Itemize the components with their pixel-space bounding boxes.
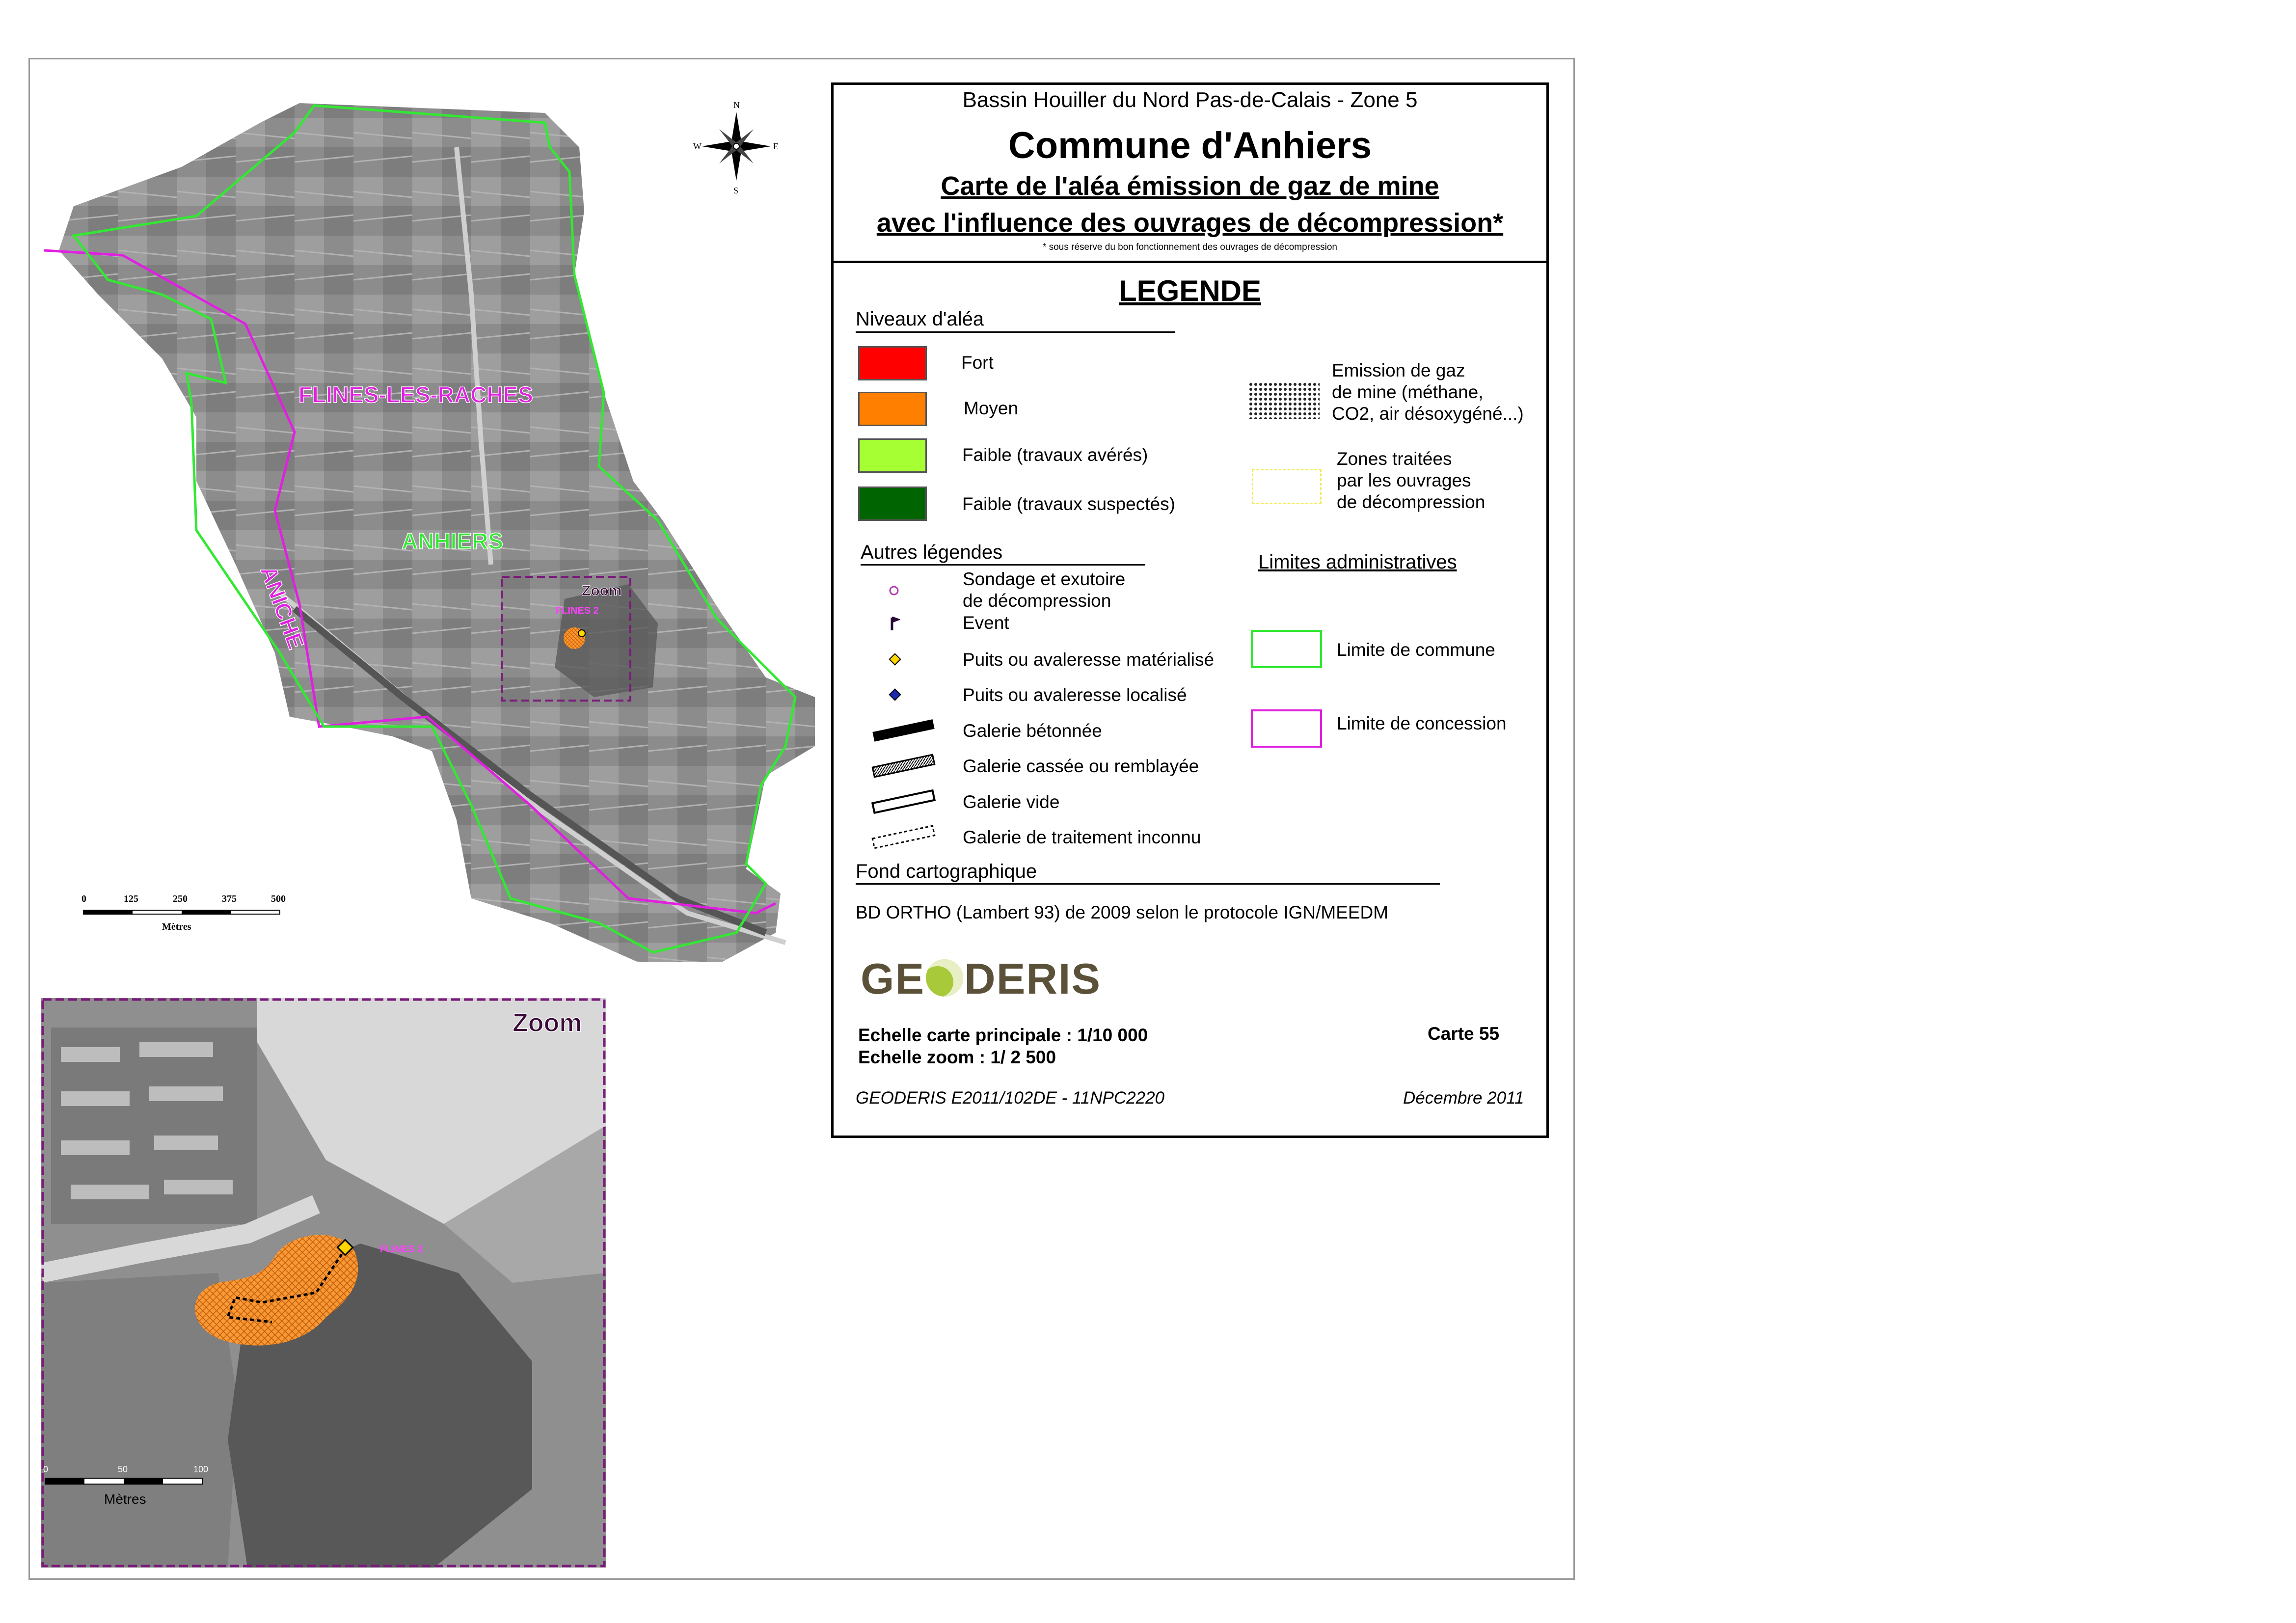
commune-title: Commune d'Anhiers bbox=[1008, 125, 1372, 166]
zoom-scale-tick-100: 100 bbox=[193, 1464, 209, 1474]
map-number: Carte 55 bbox=[1428, 1024, 1500, 1044]
compass-w: W bbox=[693, 141, 702, 151]
label-galerie-vide: Galerie vide bbox=[963, 792, 1060, 812]
other-heading-rule bbox=[861, 564, 1145, 566]
admin-heading: Limites administratives bbox=[1258, 551, 1457, 573]
treated-zones-label: Zones traitées par les ouvrages de décompression bbox=[1337, 449, 1486, 512]
swatch-faible-averes bbox=[858, 438, 927, 473]
zoom-map bbox=[41, 998, 606, 1568]
concession-limit-swatch bbox=[1251, 709, 1322, 748]
hazard-heading-rule bbox=[856, 331, 1175, 333]
well-label: FLINES 2 bbox=[380, 1244, 423, 1255]
hazard-heading: Niveaux d'aléa bbox=[856, 308, 984, 330]
subtitle: Bassin Houiller du Nord Pas-de-Calais - Zone 5 bbox=[962, 88, 1418, 112]
zoom-title: Zoom bbox=[513, 1009, 582, 1037]
scale-tick-375: 375 bbox=[222, 893, 237, 904]
puits-localise-icon bbox=[887, 686, 903, 703]
galerie-betonnee-icon bbox=[870, 716, 937, 745]
label-puits-localise: Puits ou avaleresse localisé bbox=[963, 685, 1187, 705]
scale-zoom: Echelle zoom : 1/ 2 500 bbox=[858, 1047, 1056, 1067]
label-moyen: Moyen bbox=[964, 398, 1019, 418]
label-galerie-inconnu: Galerie de traitement inconnu bbox=[963, 827, 1201, 847]
logo-text-left: GE bbox=[861, 954, 925, 1003]
scale-tick-125: 125 bbox=[124, 893, 138, 904]
basemap-text: BD ORTHO (Lambert 93) de 2009 selon le protocole IGN/MEEDM bbox=[856, 902, 1389, 922]
compass-n: N bbox=[733, 100, 740, 110]
zoom-label: Zoom bbox=[582, 583, 622, 599]
zoom-scale-tick-0: 0 bbox=[43, 1464, 49, 1474]
flines-label: FLINES-LES-RACHES bbox=[298, 382, 533, 407]
label-galerie-betonnee: Galerie bétonnée bbox=[963, 721, 1102, 741]
label-faible-suspectes: Faible (travaux suspectés) bbox=[962, 494, 1175, 514]
title-block bbox=[834, 85, 1546, 263]
commune-limit-swatch bbox=[1251, 630, 1322, 668]
well-marker bbox=[578, 630, 585, 637]
zoom-scale-tick-50: 50 bbox=[118, 1464, 128, 1474]
galerie-inconnu-icon bbox=[870, 822, 937, 852]
label-sondage: Sondage et exutoire de décompression bbox=[963, 569, 1126, 611]
logo-circle-icon bbox=[926, 959, 963, 997]
scale-main: Echelle carte principale : 1/10 000 bbox=[858, 1025, 1148, 1045]
gas-emission-label: Emission de gaz de mine (méthane, CO2, air désoxygéné...) bbox=[1332, 360, 1524, 424]
swatch-faible-suspectes bbox=[858, 487, 927, 521]
legend-panel bbox=[831, 82, 1549, 1138]
date: Décembre 2011 bbox=[1403, 1088, 1524, 1108]
title-line-1: Carte de l'aléa émission de gaz de mine bbox=[941, 171, 1439, 201]
label-puits-materialise: Puits ou avaleresse matérialisé bbox=[963, 649, 1215, 670]
compass-e: E bbox=[773, 141, 779, 151]
treated-zones-swatch bbox=[1252, 469, 1322, 504]
main-map bbox=[29, 74, 835, 987]
well-label: FLINES 2 bbox=[556, 605, 599, 616]
label-galerie-cassee: Galerie cassée ou remblayée bbox=[963, 756, 1199, 776]
puits-materialise-icon bbox=[887, 651, 903, 668]
gas-emission-swatch bbox=[1248, 382, 1320, 419]
logo-text-right: DERIS bbox=[964, 954, 1102, 1003]
zoom-scale-unit: Mètres bbox=[104, 1491, 146, 1507]
anhiers-label: ANHIERS bbox=[402, 528, 504, 554]
basemap-heading: Fond cartographique bbox=[856, 861, 1037, 882]
scale-tick-250: 250 bbox=[173, 893, 188, 904]
scale-tick-500: 500 bbox=[271, 893, 286, 904]
footnote: * sous réserve du bon fonctionnement des ouvrages de décompression bbox=[1043, 242, 1337, 252]
scale-tick-0: 0 bbox=[81, 893, 86, 904]
legend-heading: LEGENDE bbox=[1118, 274, 1262, 307]
label-fort: Fort bbox=[961, 352, 994, 373]
label-commune-limit: Limite de commune bbox=[1337, 640, 1495, 660]
aniche-label: ANICHE bbox=[255, 562, 309, 653]
galerie-vide-icon bbox=[870, 787, 937, 816]
swatch-fort bbox=[858, 346, 927, 380]
main-scale-bar bbox=[83, 910, 280, 914]
sondage-icon bbox=[887, 583, 901, 598]
galerie-cassee-icon bbox=[870, 751, 937, 781]
label-faible-averes: Faible (travaux avérés) bbox=[962, 445, 1148, 465]
basemap-heading-rule bbox=[856, 883, 1440, 885]
other-heading: Autres légendes bbox=[861, 541, 1003, 563]
label-event: Event bbox=[963, 613, 1009, 633]
reference: GEODERIS E2011/102DE - 11NPC2220 bbox=[856, 1088, 1165, 1108]
swatch-moyen bbox=[858, 392, 927, 426]
zoom-scale-bar bbox=[45, 1478, 202, 1484]
label-concession-limit: Limite de concession bbox=[1337, 713, 1507, 733]
geoderis-logo bbox=[861, 954, 1101, 1008]
compass-rose-icon bbox=[702, 112, 771, 181]
scale-unit: Mètres bbox=[162, 921, 191, 932]
event-icon bbox=[889, 617, 900, 631]
title-line-2: avec l'influence des ouvrages de décompression* bbox=[876, 208, 1504, 238]
compass-s: S bbox=[733, 186, 739, 195]
